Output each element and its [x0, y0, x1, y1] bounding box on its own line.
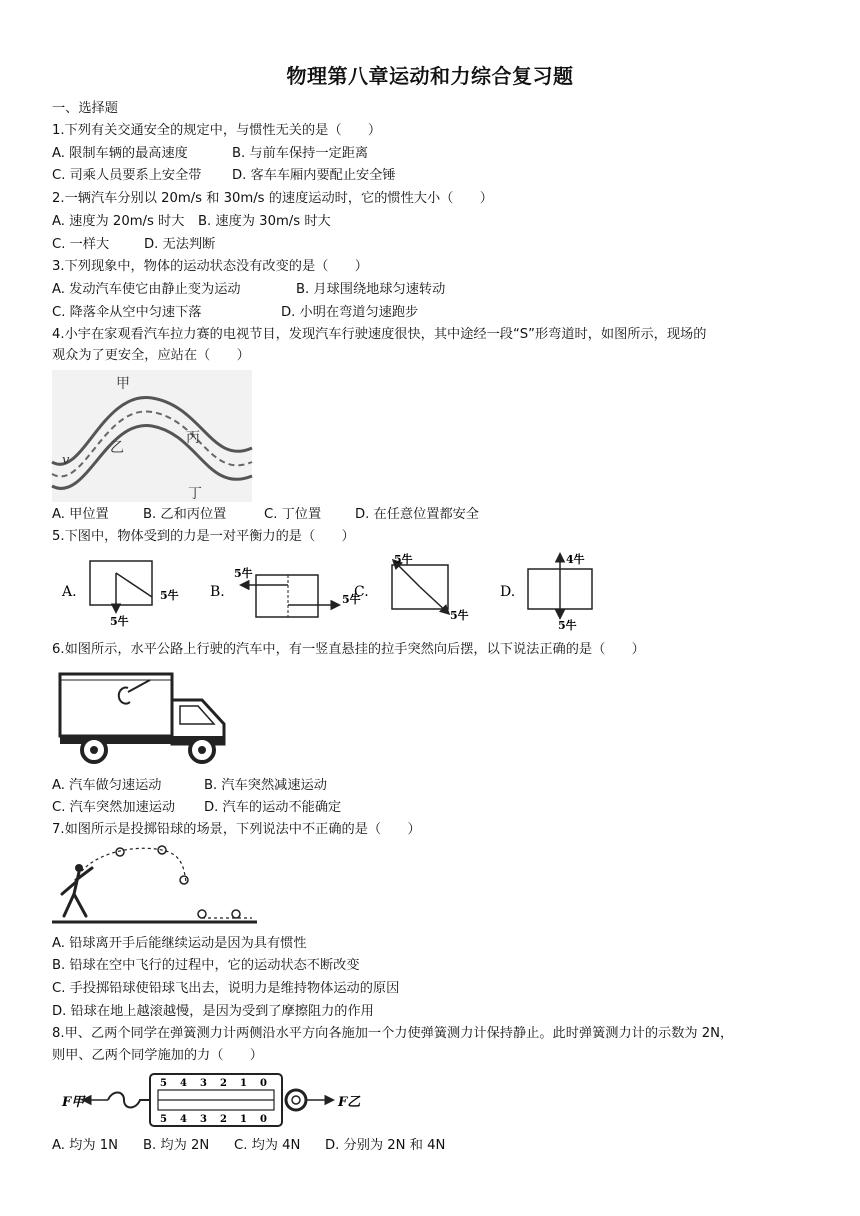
- q6-stem: 6.如图所示，水平公路上行驶的汽车中，有一竖直悬挂的拉手突然向后摆，以下说法正确的是（ ）: [52, 642, 645, 657]
- q8-scale-top-3: 3: [200, 1078, 207, 1089]
- q7-ball-ground: [198, 910, 206, 918]
- q8-force-left-label: F甲: [62, 1095, 85, 1110]
- q8-ring-right: [286, 1090, 306, 1110]
- q6-option-c: C. 汽车突然加速运动: [52, 800, 176, 815]
- q4-option-b: B. 乙和丙位置: [143, 507, 227, 522]
- q8-scale-bottom-0: 0: [260, 1114, 267, 1125]
- q8-scale-bottom-5: 5: [160, 1114, 167, 1125]
- q6-option-d: D. 汽车的运动不能确定: [204, 800, 342, 815]
- q4-figure-background: [52, 370, 252, 502]
- q5-diagram-c-force2-label: 5牛: [450, 609, 469, 622]
- q3-stem: 3.下列现象中，物体的运动状态没有改变的是（ ）: [52, 259, 368, 274]
- q4-stem-line1: 4.小宇在家观看汽车拉力赛的电视节目，发现汽车行驶速度很快，其中途经一段“S”形弯道时，如图所示，现场的: [52, 327, 707, 342]
- q5-diagram-b-box: [256, 575, 318, 617]
- q2-option-d: D. 无法判断: [144, 237, 216, 252]
- q5-diagram-c-label: C.: [354, 584, 369, 600]
- q8-scale-bottom-2: 2: [220, 1114, 227, 1125]
- q4-label-yi: 乙: [110, 440, 124, 456]
- q2-option-b: B. 速度为 30m/s 时大: [198, 214, 331, 229]
- q8-option-c: C. 均为 4N: [234, 1138, 301, 1153]
- q4-option-d: D. 在任意位置都安全: [355, 507, 480, 522]
- section-heading: 一、选择题: [52, 101, 118, 116]
- q8-ring-right-inner: [292, 1096, 300, 1104]
- q5-force-diagrams: [52, 551, 612, 631]
- q8-option-a: A. 均为 1N: [52, 1138, 118, 1153]
- q5-diagram-c-force1-label: 5牛: [394, 553, 413, 566]
- q6-truck-hub-front: [198, 746, 206, 754]
- q8-option-b: B. 均为 2N: [143, 1138, 210, 1153]
- q4-option-c: C. 丁位置: [264, 507, 322, 522]
- q2-option-c: C. 一样大: [52, 237, 110, 252]
- q4-s-curve-figure: [52, 370, 252, 502]
- q8-scale-top-5: 5: [160, 1078, 167, 1089]
- q5-diagram-b-force2-label: 5牛: [342, 593, 361, 606]
- q1-option-d: D. 客车车厢内要配止安全锤: [232, 168, 396, 183]
- q5-diagram-b-label: B.: [210, 584, 225, 600]
- q8-scale-top-4: 4: [180, 1078, 187, 1089]
- q7-option-c: C. 手投掷铅球使铅球飞出去，说明力是维持物体运动的原因: [52, 981, 400, 996]
- q8-option-d: D. 分别为 2N 和 4N: [325, 1138, 446, 1153]
- q8-stem-line1: 8.甲、乙两个同学在弹簧测力计两侧沿水平方向各施加一个力使弹簧测力计保持静止。此时弹簧测力计的示数为 2N，: [52, 1026, 734, 1041]
- q3-option-c: C. 降落伞从空中匀速下落: [52, 305, 202, 320]
- q3-option-a: A. 发动汽车使它由静止变为运动: [52, 282, 241, 297]
- q6-truck-figure: [52, 666, 232, 772]
- q5-diagram-d-label: D.: [500, 584, 516, 600]
- q5-stem: 5.下图中，物体受到的力是一对平衡力的是（ ）: [52, 529, 355, 544]
- q2-stem: 2.一辆汽车分别以 20m/s 和 30m/s 的速度运动时，它的惯性大小（ ）: [52, 191, 493, 206]
- q8-scale-bottom-4: 4: [180, 1114, 187, 1125]
- q7-ball-1: [116, 848, 124, 856]
- q1-option-b: B. 与前车保持一定距离: [232, 146, 369, 161]
- q5-diagram-d-force2-label: 5牛: [558, 619, 577, 632]
- q7-shot-put-figure: [52, 844, 302, 926]
- q7-option-d: D. 铅球在地上越滚越慢，是因为受到了摩擦阻力的作用: [52, 1004, 374, 1019]
- q7-stem: 7.如图所示是投掷铅球的场景，下列说法中不正确的是（ ）: [52, 822, 421, 837]
- q4-label-bing: 丙: [186, 430, 200, 446]
- q8-scale-top-0: 0: [260, 1078, 267, 1089]
- q4-stem-line2: 观众为了更安全，应站在（ ）: [52, 348, 250, 363]
- q6-truck-hub-rear: [90, 746, 98, 754]
- q5-diagram-a-label: A.: [62, 584, 77, 600]
- q1-option-c: C. 司乘人员要系上安全带: [52, 168, 202, 183]
- q7-ball-rolled: [232, 910, 240, 918]
- q8-scale-top-1: 1: [240, 1078, 247, 1089]
- q8-force-right-label: F乙: [338, 1095, 361, 1110]
- q4-label-jia: 甲: [116, 376, 130, 392]
- q6-truck-cargo: [60, 674, 172, 736]
- q5-diagram-d-force1-label: 4牛: [566, 553, 585, 566]
- q6-option-b: B. 汽车突然减速运动: [204, 778, 327, 793]
- q7-ball-3: [180, 876, 188, 884]
- q7-athlete-body: [62, 868, 92, 916]
- page-title: 物理第八章运动和力综合复习题: [286, 64, 574, 88]
- q8-stem-line2: 则甲、乙两个同学施加的力（ ）: [52, 1048, 263, 1063]
- q7-trajectory: [78, 848, 186, 882]
- q3-option-d: D. 小明在弯道匀速跑步: [281, 305, 419, 320]
- q4-label-ding: 丁: [188, 486, 202, 502]
- q4-label-v: v: [62, 453, 70, 468]
- q8-scale-top-2: 2: [220, 1078, 227, 1089]
- q1-option-a: A. 限制车辆的最高速度: [52, 146, 188, 161]
- q8-spring-scale-figure: [62, 1068, 382, 1132]
- q5-diagram-a-force1-label: 5牛: [110, 615, 129, 628]
- q8-hook-left: [108, 1093, 150, 1108]
- q8-scale-bottom-3: 3: [200, 1114, 207, 1125]
- q6-option-a: A. 汽车做匀速运动: [52, 778, 162, 793]
- q7-option-a: A. 铅球离开手后能继续运动是因为具有惯性: [52, 936, 307, 951]
- q2-option-a: A. 速度为 20m/s 时大: [52, 214, 185, 229]
- q4-option-a: A. 甲位置: [52, 507, 109, 522]
- q5-diagram-a-diagonal: [116, 573, 152, 597]
- q5-diagram-b-force1-label: 5牛: [234, 567, 253, 580]
- q8-scale-bottom-1: 1: [240, 1114, 247, 1125]
- q3-option-b: B. 月球围绕地球匀速转动: [296, 282, 446, 297]
- q1-stem: 1.下列有关交通安全的规定中，与惯性无关的是（ ）: [52, 123, 382, 138]
- q7-option-b: B. 铅球在空中飞行的过程中，它的运动状态不断改变: [52, 958, 360, 973]
- q5-diagram-a-force2-label: 5牛: [160, 589, 179, 602]
- q5-diagram-a-box: [90, 561, 152, 605]
